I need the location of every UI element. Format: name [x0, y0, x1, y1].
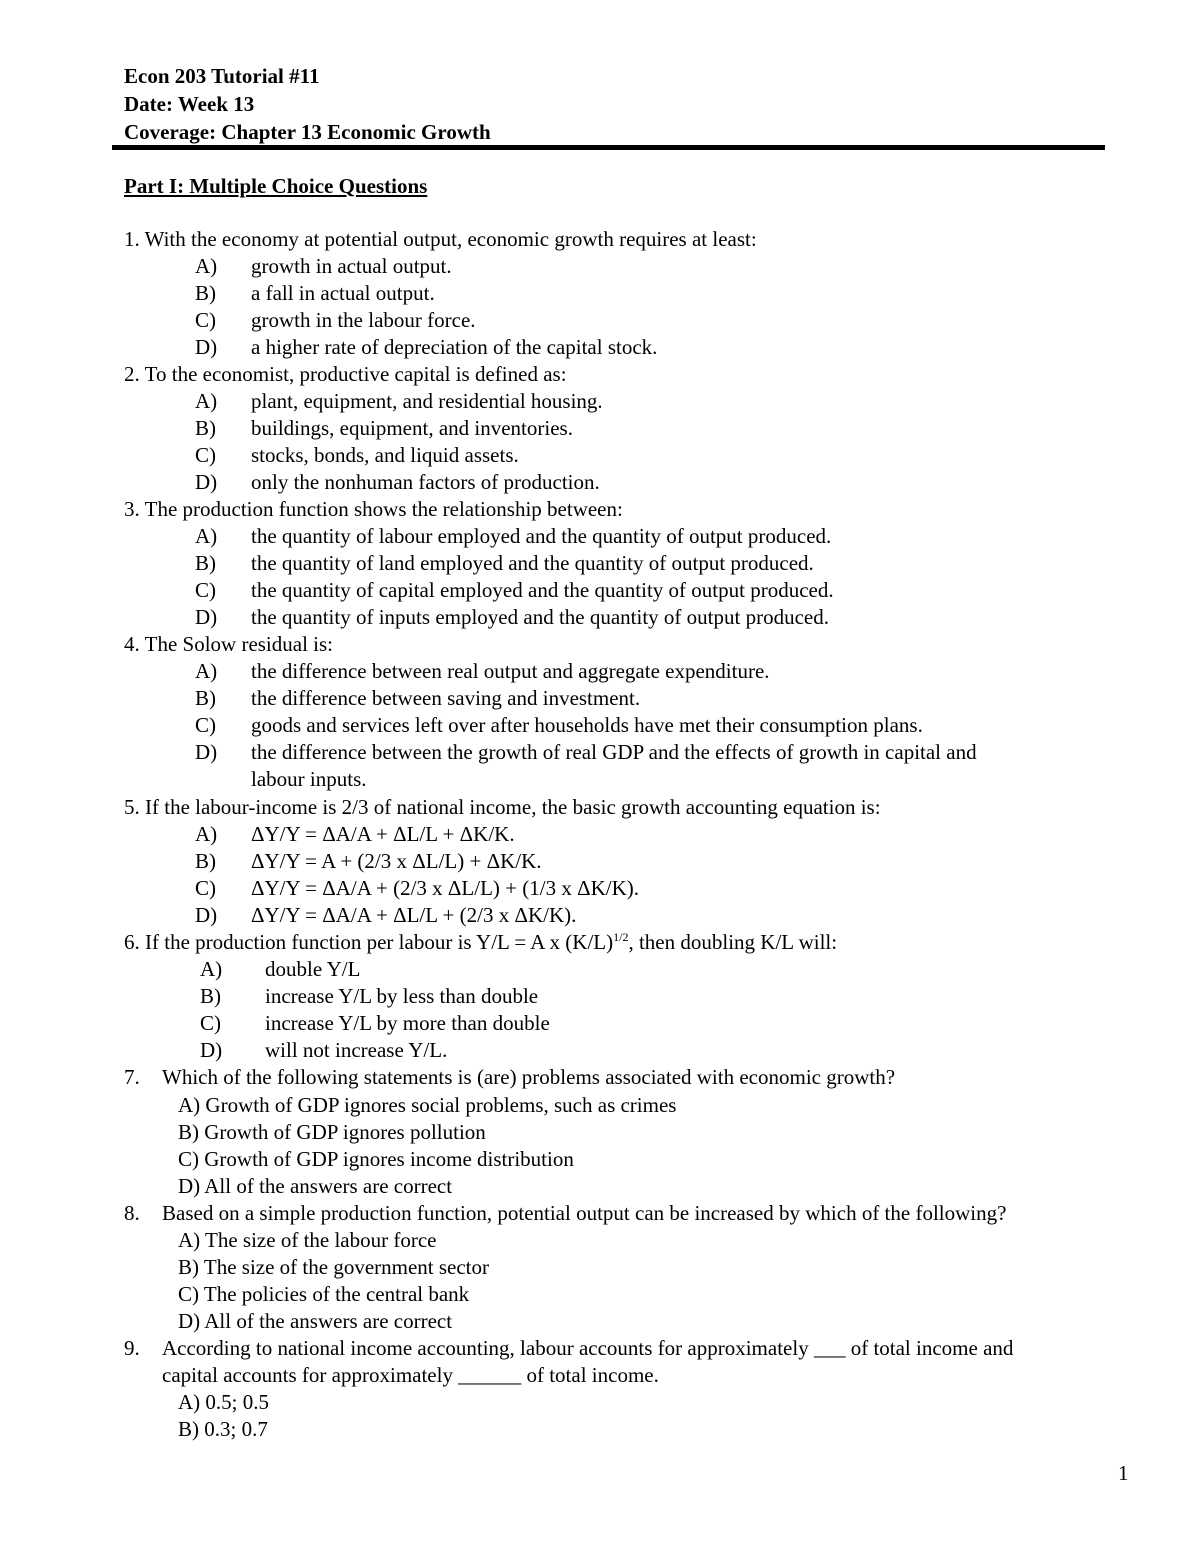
q2-option-a-text: plant, equipment, and residential housing.: [251, 389, 603, 413]
q4-option-b-letter: B): [195, 686, 216, 710]
q1-option-d-letter: D): [195, 335, 218, 359]
q2-option-c-text: stocks, bonds, and liquid assets.: [251, 443, 519, 467]
question-3-stem: 3. The production function shows the relationship between:: [124, 497, 623, 521]
q6-option-c-letter: C): [200, 1011, 221, 1035]
q5-option-c-letter: C): [195, 876, 216, 900]
q4-option-a-text: the difference between real output and aggregate expenditure.: [251, 659, 770, 683]
q6-option-a-text: double Y/L: [265, 957, 361, 981]
q2-option-b-letter: B): [195, 416, 216, 440]
q7-option-b: B) Growth of GDP ignores pollution: [178, 1120, 486, 1144]
question-9-number: 9.: [124, 1336, 140, 1360]
question-6-stem: [124, 929, 837, 956]
q4-option-b-text: the difference between saving and investment.: [251, 686, 641, 710]
q4-option-d-text-continued: labour inputs.: [251, 767, 367, 791]
q1-option-a-text: growth in actual output.: [251, 254, 452, 278]
q7-option-a: A) Growth of GDP ignores social problems, such as crimes: [178, 1093, 677, 1117]
question-8-stem: Based on a simple production function, potential output can be increased by which of the following?: [162, 1201, 1007, 1225]
q4-option-a-letter: A): [195, 659, 218, 683]
q3-option-c-text: the quantity of capital employed and the quantity of output produced.: [251, 578, 834, 602]
q3-option-a-letter: A): [195, 524, 218, 548]
q6-option-d-letter: D): [200, 1038, 223, 1062]
q2-option-a-letter: A): [195, 389, 218, 413]
tutorial-title: Econ 203 Tutorial #11: [124, 64, 320, 88]
q6-option-b-text: increase Y/L by less than double: [265, 984, 539, 1008]
q1-option-c-text: growth in the labour force.: [251, 308, 476, 332]
q5-option-b-text: ΔY/Y = A + (2/3 x ΔL/L) + ΔK/K.: [251, 849, 542, 873]
q6-option-d-text: will not increase Y/L.: [265, 1038, 448, 1062]
q2-option-d-text: only the nonhuman factors of production.: [251, 470, 600, 494]
question-7-number: 7.: [124, 1065, 140, 1089]
q4-option-d-letter: D): [195, 740, 218, 764]
tutorial-date: Date: Week 13: [124, 92, 255, 116]
q5-option-a-text: ΔY/Y = ΔA/A + ΔL/L + ΔK/K.: [251, 822, 515, 846]
q1-option-c-letter: C): [195, 308, 216, 332]
q2-option-c-letter: C): [195, 443, 216, 467]
q6-option-b-letter: B): [200, 984, 221, 1008]
q2-option-d-letter: D): [195, 470, 218, 494]
question-5-stem: 5. If the labour-income is 2/3 of national income, the basic growth accounting equation is:: [124, 795, 881, 819]
q1-option-b-text: a fall in actual output.: [251, 281, 435, 305]
q3-option-a-text: the quantity of labour employed and the quantity of output produced.: [251, 524, 832, 548]
q6-option-a-letter: A): [200, 957, 223, 981]
question-2-stem: 2. To the economist, productive capital is defined as:: [124, 362, 567, 386]
question-7-stem: Which of the following statements is (are) problems associated with economic growth?: [162, 1065, 896, 1089]
question-4-stem: 4. The Solow residual is:: [124, 632, 334, 656]
question-1-stem: 1. With the economy at potential output, economic growth requires at least:: [124, 227, 757, 251]
q3-option-b-text: the quantity of land employed and the quantity of output produced.: [251, 551, 814, 575]
header-rule: [112, 145, 1105, 150]
q6-option-c-text: increase Y/L by more than double: [265, 1011, 550, 1035]
q7-option-c: C) Growth of GDP ignores income distribution: [178, 1147, 574, 1171]
q4-option-d-text: the difference between the growth of real GDP and the effects of growth in capital and: [251, 740, 977, 764]
page-number: 1: [1118, 1461, 1129, 1485]
q3-option-d-text: the quantity of inputs employed and the quantity of output produced.: [251, 605, 829, 629]
q6-stem-part-a: 6. If the production function per labour is Y/L = A x (K/L): [124, 930, 614, 954]
q5-option-a-letter: A): [195, 822, 218, 846]
q7-option-d: D) All of the answers are correct: [178, 1174, 453, 1198]
q3-option-c-letter: C): [195, 578, 216, 602]
q5-option-d-text: ΔY/Y = ΔA/A + ΔL/L + (2/3 x ΔK/K).: [251, 903, 577, 927]
part-title: Part I: Multiple Choice Questions: [124, 174, 428, 198]
q5-option-c-text: ΔY/Y = ΔA/A + (2/3 x ΔL/L) + (1/3 x ΔK/K).: [251, 876, 639, 900]
q3-option-d-letter: D): [195, 605, 218, 629]
tutorial-coverage: Coverage: Chapter 13 Economic Growth: [124, 120, 491, 144]
q5-option-d-letter: D): [195, 903, 218, 927]
q1-option-a-letter: A): [195, 254, 218, 278]
q6-stem-exponent: 1/2: [613, 930, 629, 944]
q8-option-d: D) All of the answers are correct: [178, 1309, 453, 1333]
q6-stem-part-b: , then doubling K/L will:: [628, 930, 838, 954]
q5-option-b-letter: B): [195, 849, 216, 873]
q9-option-a: A) 0.5; 0.5: [178, 1390, 269, 1414]
question-9-stem-continued: capital accounts for approximately ______ of total income.: [162, 1363, 659, 1387]
q2-option-b-text: buildings, equipment, and inventories.: [251, 416, 573, 440]
q4-option-c-text: goods and services left over after households have met their consumption plans.: [251, 713, 923, 737]
q1-option-b-letter: B): [195, 281, 216, 305]
q8-option-c: C) The policies of the central bank: [178, 1282, 470, 1306]
q9-option-b: B) 0.3; 0.7: [178, 1417, 268, 1441]
q8-option-a: A) The size of the labour force: [178, 1228, 437, 1252]
question-9-stem: According to national income accounting, labour accounts for approximately ___ of total income and: [162, 1336, 1014, 1360]
q3-option-b-letter: B): [195, 551, 216, 575]
q4-option-c-letter: C): [195, 713, 216, 737]
question-8-number: 8.: [124, 1201, 140, 1225]
q8-option-b: B) The size of the government sector: [178, 1255, 490, 1279]
q1-option-d-text: a higher rate of depreciation of the capital stock.: [251, 335, 658, 359]
